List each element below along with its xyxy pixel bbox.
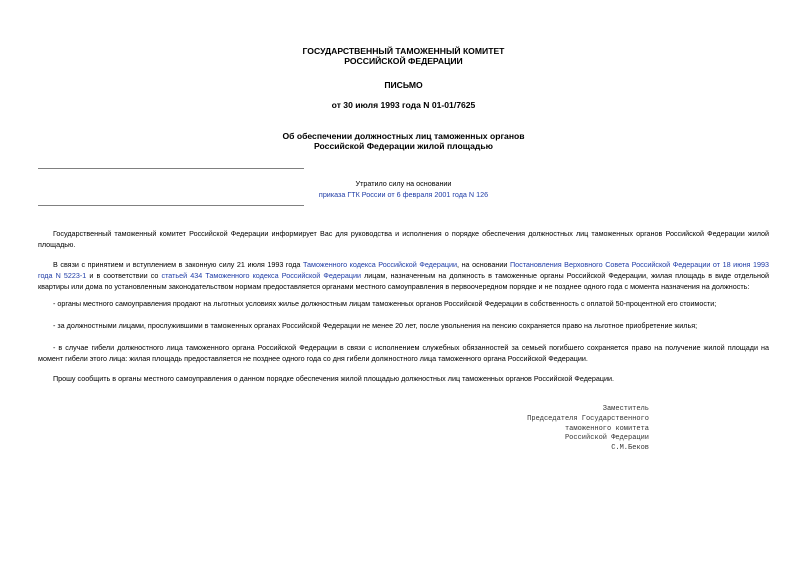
- signature-block: [527, 405, 649, 454]
- paragraph-legal-basis-text-a: В связи с принятием и вступлением в законную силу 21 июля 1993 года: [53, 260, 303, 269]
- issuer-line-1: ГОСУДАРСТВЕННЫЙ ТАМОЖЕННЫЙ КОМИТЕТ: [302, 46, 505, 56]
- list-item-death-in-service: - в случае гибели должностного лица таможенного органа Российской Федерации в связи с исполнением служебных обязанностей за семьей погибшего сохраняется право на получение жилой площади на момент гибели этого лица: жилая площадь предоставляется не позднее одного года со дня гибели должностного лица таможенного органа Российской Федерации.: [38, 343, 769, 363]
- repeal-order-link[interactable]: приказа ГТК России от 6 февраля 2001 года N 126: [318, 190, 489, 199]
- paragraph-legal-basis-text-c: и в соответствии со: [86, 271, 162, 280]
- signature-organization: таможенного комитета: [564, 424, 649, 433]
- paragraph-legal-basis: [38, 259, 769, 292]
- paragraph-request: Прошу сообщить в органы местного самоуправления о данном порядке обеспечения жилой площадью должностных лиц таможенных органов Российской Федерации.: [53, 374, 615, 383]
- list-item-preferential-sale: - органы местного самоуправления продают на льготных условиях жилье должностным лицам таможенных органов Российской Федерации в собственность с оплатой 50-процентной его стоимости;: [53, 299, 717, 308]
- paragraph-intro: Государственный таможенный комитет Российской Федерации информирует Вас для руководства и исполнения о порядке обеспечения должностных лиц таможенных органов Российской Федерации жилой площадью.: [38, 229, 769, 249]
- issuer-line-2: РОССИЙСКОЙ ФЕДЕРАЦИИ: [344, 56, 463, 66]
- document-date-number: от 30 июля 1993 года N 01-01/7625: [331, 100, 476, 110]
- status-bottom-rule: [38, 205, 304, 206]
- signatory-name: С.М.Беков: [611, 444, 649, 453]
- document-title-line-1: Об обеспечении должностных лиц таможенных органов: [282, 131, 525, 141]
- signature-position-2: Председателя Государственного: [527, 414, 649, 423]
- supreme-council-resolution-link[interactable]: Постановления Верховного Совета Российской Федерации от 18 июня 1993 года N 5223-1: [38, 260, 769, 280]
- signature-position: Заместитель: [602, 405, 649, 413]
- document-type: ПИСЬМО: [384, 80, 423, 90]
- paragraph-legal-basis-text-b: , на основании: [457, 260, 510, 269]
- status-top-rule: [38, 168, 304, 169]
- list-item-retirement-right: - за должностными лицами, прослужившими в таможенных органах Российской Федерации не менее 20 лет, после увольнения на пенсию сохраняется право на льготное приобретение жилья;: [53, 321, 698, 330]
- signature-country: Российской Федерации: [564, 434, 649, 443]
- status-text: Утратило силу на основании: [355, 179, 452, 188]
- paragraph-legal-basis-text-d: лицам, назначенным на должность в таможенные органы Российской Федерации, жилая площадь в виде отдельной квартиры или дома по установленным законодательством нормам предоставляется органами местного самоуправления в первоочередном порядке и не позднее одного года с момента назначения на должность:: [38, 271, 770, 291]
- customs-code-link[interactable]: Таможенного кодекса Российской Федерации: [302, 260, 458, 269]
- document-title-line-2: Российской Федерации жилой площадью: [314, 141, 493, 151]
- article-434-link[interactable]: статьей 434 Таможенного кодекса Российской Федерации: [161, 271, 361, 280]
